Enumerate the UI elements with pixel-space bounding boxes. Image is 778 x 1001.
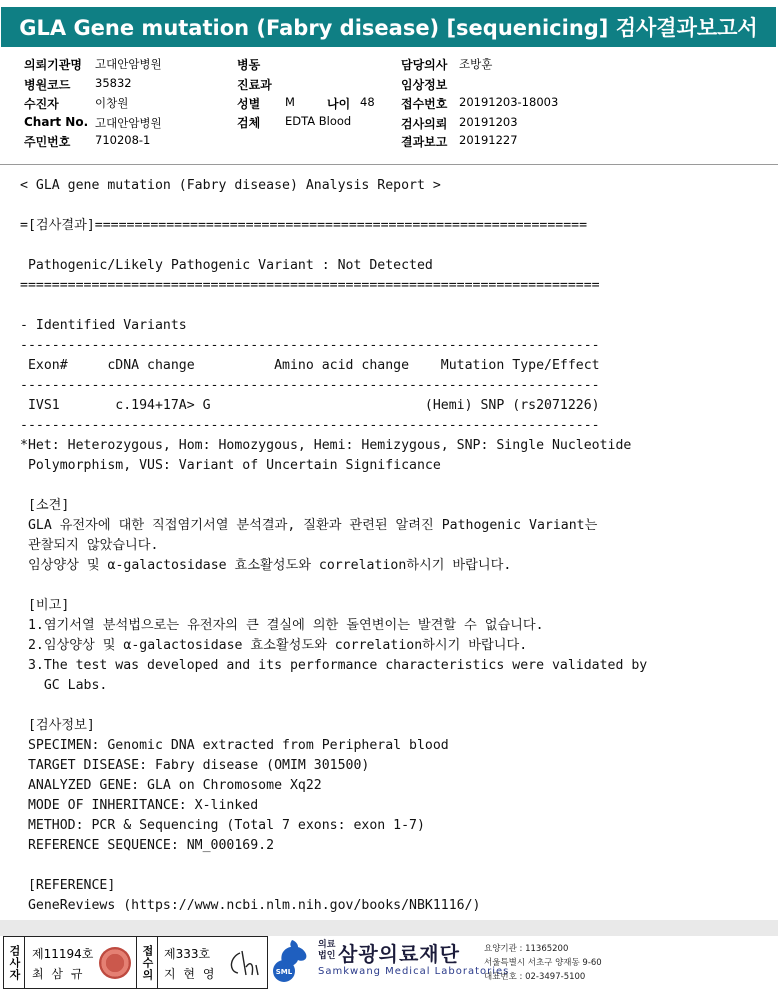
report-line bbox=[20, 236, 765, 256]
report-line: Exon# cDNA change Amino acid change Mutation Type/Effect bbox=[20, 358, 600, 373]
report-line: GC Labs. bbox=[20, 678, 108, 693]
signature-box bbox=[3, 936, 268, 989]
report-line: 3.The test was developed and its performance characteristics were validated by bbox=[20, 658, 648, 673]
request-date-label: 검사의뢰 bbox=[401, 117, 448, 131]
report-title: GLA Gene mutation (Fabry disease) [sequenicing] 검사결과보고서 bbox=[19, 16, 758, 40]
chart-no-value: 고대안암병원 bbox=[95, 116, 162, 130]
reviewer-name: 지 현 영 bbox=[164, 967, 217, 981]
hospital-code-value: 35832 bbox=[95, 76, 132, 90]
footer-band bbox=[0, 920, 778, 936]
patient-label: 수진자 bbox=[24, 97, 59, 111]
accession-no-label: 접수번호 bbox=[401, 97, 448, 111]
report-line: ------------------------------------------------------------------------- bbox=[20, 378, 600, 393]
tester-role-text: 검사자 bbox=[8, 944, 21, 981]
report-body bbox=[20, 176, 765, 916]
report-line: 1.염기서열 분석법으로는 유전자의 큰 결실에 의한 돌연변이는 발견할 수 없습니다. bbox=[20, 618, 544, 633]
ward-label: 병동 bbox=[237, 58, 261, 72]
resident-no-label: 주민번호 bbox=[24, 135, 71, 149]
institution-label: 의뢰기관명 bbox=[24, 58, 82, 72]
report-line: - Identified Variants bbox=[20, 318, 187, 333]
header-divider bbox=[0, 164, 778, 165]
reviewer-signature bbox=[226, 947, 262, 979]
clinical-info-label: 임상정보 bbox=[401, 78, 448, 92]
org-name: 삼광의료재단 bbox=[338, 942, 460, 966]
report-title-bar bbox=[1, 7, 776, 47]
sex-value: M bbox=[285, 95, 295, 109]
report-line bbox=[20, 576, 765, 596]
report-line: GeneReviews (https://www.ncbi.nlm.nih.gov/books/NBK1116/) bbox=[20, 898, 481, 913]
doctor-label: 담당의사 bbox=[401, 58, 448, 72]
report-line: ========================================================================= bbox=[20, 278, 600, 293]
report-line bbox=[20, 696, 765, 716]
chart-no-label: Chart No. bbox=[24, 115, 89, 129]
reviewer-role-text: 접수의 bbox=[141, 944, 154, 981]
report-line: GLA 유전자에 대한 직접염기서열 분석결과, 질환과 관련된 알려진 Pathogenic Variant는 bbox=[20, 518, 598, 533]
org-prefix bbox=[318, 940, 335, 962]
report-line: 2.임상양상 및 α-galactosidase 효소활성도와 correlation하시기 바랍니다. bbox=[20, 638, 528, 653]
age-label: 나이 bbox=[327, 97, 351, 111]
sml-logo-text: SML bbox=[275, 968, 293, 976]
tester-seal bbox=[99, 947, 131, 979]
org-prefix-bottom: 법인 bbox=[318, 951, 336, 961]
org-prefix-top: 의료 bbox=[318, 940, 336, 950]
report-line: [비고] bbox=[20, 598, 70, 613]
report-line: [검사정보] bbox=[20, 718, 95, 733]
report-line: < GLA gene mutation (Fabry disease) Analysis Report > bbox=[20, 178, 441, 193]
report-line bbox=[20, 296, 765, 316]
report-line: TARGET DISEASE: Fabry disease (OMIM 301500) bbox=[20, 758, 370, 773]
report-line: ------------------------------------------------------------------------- bbox=[20, 418, 600, 433]
reviewer-role bbox=[136, 937, 158, 988]
report-line: ANALYZED GENE: GLA on Chromosome Xq22 bbox=[20, 778, 322, 793]
report-line bbox=[20, 476, 765, 496]
report-line: Pathogenic/Likely Pathogenic Variant : Not Detected bbox=[20, 258, 433, 273]
report-line: IVS1 c.194+17A> G (Hemi) SNP (rs2071226) bbox=[20, 398, 600, 413]
patient-info-section bbox=[0, 52, 778, 152]
report-line: 임상양상 및 α-galactosidase 효소활성도와 correlation하시기 바랍니다. bbox=[20, 558, 512, 573]
org-code: 요양기관 : 11365200 bbox=[484, 944, 569, 954]
report-line: ------------------------------------------------------------------------- bbox=[20, 338, 600, 353]
institution-value: 고대안암병원 bbox=[95, 57, 162, 71]
report-line: *Het: Heterozygous, Hom: Homozygous, Hemi: Hemizygous, SNP: Single Nucleotide bbox=[20, 438, 632, 453]
report-line: =[검사결과]============================================================== bbox=[20, 218, 588, 233]
patient-value: 이창원 bbox=[95, 96, 129, 110]
report-date-label: 결과보고 bbox=[401, 135, 448, 149]
report-line: 관찰되지 않았습니다. bbox=[20, 538, 159, 553]
accession-no-value: 20191203-18003 bbox=[459, 95, 559, 109]
sml-logo-icon bbox=[272, 940, 312, 982]
report-line: SPECIMEN: Genomic DNA extracted from Peripheral blood bbox=[20, 738, 449, 753]
tester-license: 제11194호 bbox=[32, 947, 94, 961]
org-address: 서울특별시 서초구 양재동 9-60 bbox=[484, 958, 602, 968]
org-phone: 대표번호 : 02-3497-5100 bbox=[484, 972, 586, 982]
department-label: 진료과 bbox=[237, 78, 272, 92]
hospital-code-label: 병원코드 bbox=[24, 78, 71, 92]
doctor-value: 조방훈 bbox=[459, 57, 493, 71]
report-line: METHOD: PCR & Sequencing (Total 7 exons: exon 1-7) bbox=[20, 818, 425, 833]
report-date-value: 20191227 bbox=[459, 133, 518, 147]
report-line: Polymorphism, VUS: Variant of Uncertain Significance bbox=[20, 458, 441, 473]
org-english-name: Samkwang Medical Laboratories bbox=[318, 966, 510, 977]
resident-no-value: 710208-1 bbox=[95, 133, 151, 147]
report-line bbox=[20, 856, 765, 876]
request-date-value: 20191203 bbox=[459, 115, 518, 129]
report-line: REFERENCE SEQUENCE: NM_000169.2 bbox=[20, 838, 275, 853]
reviewer-license: 제333호 bbox=[164, 947, 211, 961]
tester-role bbox=[4, 937, 25, 988]
sex-label: 성별 bbox=[237, 97, 261, 111]
age-value: 48 bbox=[360, 95, 375, 109]
report-line bbox=[20, 196, 765, 216]
tester-name: 최 삼 규 bbox=[32, 967, 85, 981]
specimen-value: EDTA Blood bbox=[285, 114, 352, 128]
report-line: [소견] bbox=[20, 498, 70, 513]
report-line: MODE OF INHERITANCE: X-linked bbox=[20, 798, 259, 813]
report-line: [REFERENCE] bbox=[20, 878, 116, 893]
specimen-label: 검체 bbox=[237, 116, 261, 130]
